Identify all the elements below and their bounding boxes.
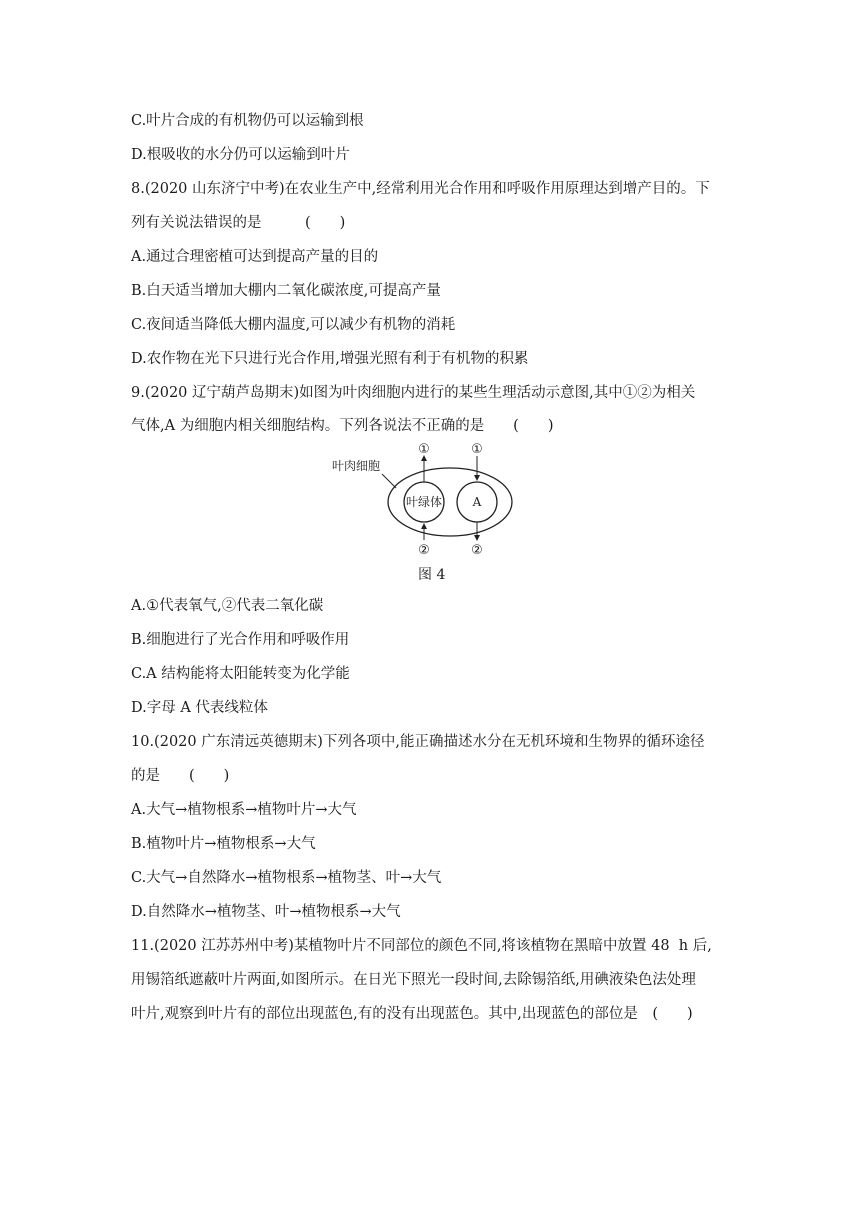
option-text: B.植物叶片→植物根系→大气 bbox=[131, 836, 316, 852]
chloroplast-label: 叶绿体 bbox=[405, 495, 443, 509]
option-text: C.大气→自然降水→植物根系→植物茎、叶→大气 bbox=[131, 870, 442, 886]
option-text: C.夜间适当降低大棚内温度,可以减少有机物的消耗 bbox=[131, 317, 456, 333]
gas1-label-top-left: ① bbox=[418, 442, 430, 457]
option-text: D.农作物在光下只进行光合作用,增强光照有利于有机物的积累 bbox=[131, 351, 529, 367]
question-stem: 10.(2020 广东清远英德期末)下列各项中,能正确描述水分在无机环境和生物界的循环途径 bbox=[131, 734, 705, 750]
question-stem: 用锡箔纸遮蔽叶片两面,如图所示。在日光下照光一段时间,去除锡箔纸,用碘液染色法处理 bbox=[131, 972, 696, 988]
option-text: A.大气→植物根系→植物叶片→大气 bbox=[131, 802, 357, 818]
option-text: D.字母 A 代表线粒体 bbox=[131, 700, 268, 716]
question-stem: 11.(2020 江苏苏州中考)某植物叶片不同部位的颜色不同,将该植物在黑暗中放置 48 h 后, bbox=[131, 938, 712, 954]
structure-a-label: A bbox=[472, 495, 482, 509]
label-leader-line bbox=[382, 474, 396, 488]
figure-caption: 图 4 bbox=[418, 567, 446, 583]
option-text: B.细胞进行了光合作用和呼吸作用 bbox=[131, 632, 350, 648]
diagram-svg bbox=[330, 436, 520, 560]
question-stem: 8.(2020 山东济宁中考)在农业生产中,经常利用光合作用和呼吸作用原理达到增产目的。下 bbox=[131, 181, 710, 197]
cell-label: 叶肉细胞 bbox=[332, 459, 381, 473]
option-text: B.白天适当增加大棚内二氧化碳浓度,可提高产量 bbox=[131, 283, 441, 299]
leaf-cell-diagram bbox=[330, 436, 520, 564]
option-text: A.①代表氧气,②代表二氧化碳 bbox=[131, 598, 324, 614]
option-text: A.通过合理密植可达到提高产量的目的 bbox=[131, 249, 379, 265]
question-stem: 叶片,观察到叶片有的部位出现蓝色,有的没有出现蓝色。其中,出现蓝色的部位是 ( ) bbox=[131, 1006, 693, 1022]
gas2-label-bottom-right: ② bbox=[471, 543, 483, 558]
gas2-label-bottom-left: ② bbox=[418, 543, 430, 558]
question-stem: 9.(2020 辽宁葫芦岛期末)如图为叶肉细胞内进行的某些生理活动示意图,其中①②为相关 bbox=[131, 385, 696, 401]
question-stem: 气体,A 为细胞内相关细胞结构。下列各说法不正确的是 ( ) bbox=[131, 418, 554, 434]
question-stem: 的是 ( ) bbox=[131, 768, 230, 784]
question-stem: 列有关说法错误的是 ( ) bbox=[131, 215, 346, 231]
option-text: C.A 结构能将太阳能转变为化学能 bbox=[131, 666, 350, 682]
option-text: C.叶片合成的有机物仍可以运输到根 bbox=[131, 113, 364, 129]
option-text: D.根吸收的水分仍可以运输到叶片 bbox=[131, 147, 350, 163]
gas1-label-top-right: ① bbox=[471, 442, 483, 457]
option-text: D.自然降水→植物茎、叶→植物根系→大气 bbox=[131, 904, 401, 920]
